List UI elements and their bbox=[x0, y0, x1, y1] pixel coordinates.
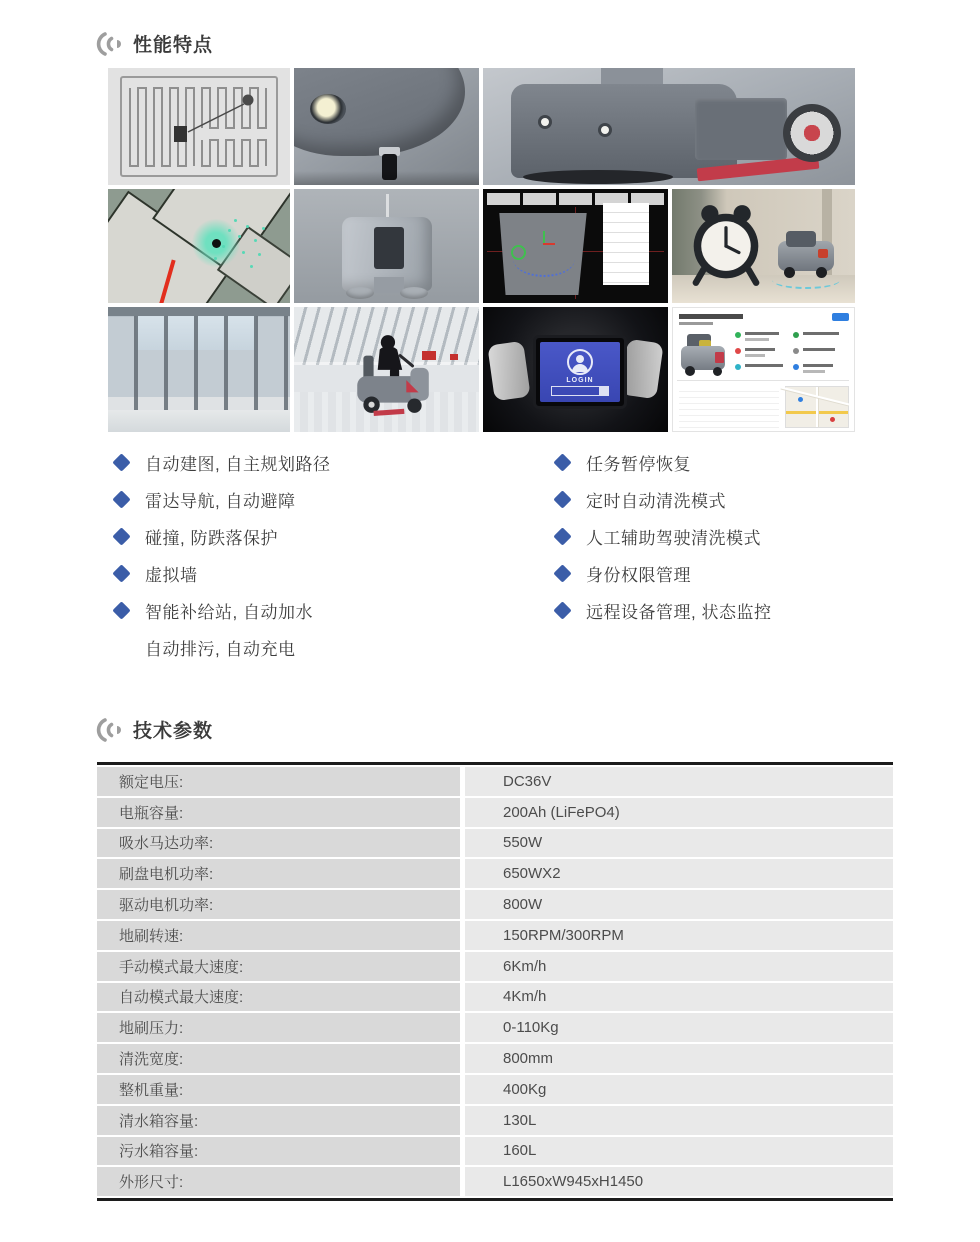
brush-shadow-shape bbox=[523, 170, 673, 184]
spec-label: 电瓶容量: bbox=[97, 798, 460, 827]
door-header-bar bbox=[108, 307, 290, 316]
login-screen bbox=[540, 342, 620, 402]
console-screen-bezel bbox=[533, 335, 627, 409]
machine-front-underside-image bbox=[294, 68, 479, 185]
diamond-bullet-icon bbox=[553, 564, 571, 582]
feature-text: 智能补给站, 自动加水 bbox=[145, 603, 313, 622]
feature-text: 自动建图, 自主规划路径 bbox=[145, 455, 331, 474]
floor-strip bbox=[108, 410, 290, 432]
app-subtitle-bar bbox=[679, 322, 713, 325]
table-row bbox=[97, 1137, 893, 1166]
app-blue-button bbox=[832, 313, 849, 321]
spec-label: 额定电压: bbox=[97, 767, 460, 796]
table-row bbox=[97, 952, 893, 981]
side-panel-shape bbox=[695, 98, 787, 160]
alarm-clock-icon bbox=[688, 203, 764, 287]
spec-value: 800mm bbox=[465, 1044, 893, 1073]
spec-value: 550W bbox=[465, 829, 893, 858]
spec-label: 驱动电机功率: bbox=[97, 890, 460, 919]
spec-value: 0-110Kg bbox=[465, 1013, 893, 1042]
machine-wheel bbox=[816, 267, 827, 278]
spec-label: 污水箱容量: bbox=[97, 1137, 460, 1166]
table-row bbox=[97, 1075, 893, 1104]
table-row bbox=[97, 798, 893, 827]
spec-value: 150RPM/300RPM bbox=[465, 921, 893, 950]
path-planning-diagram-image bbox=[108, 68, 290, 185]
robot-position-dot bbox=[212, 239, 221, 248]
software-tab bbox=[523, 193, 556, 205]
handlebar-left bbox=[487, 341, 530, 401]
status-dot-red bbox=[735, 348, 741, 354]
specs-section-header bbox=[95, 716, 213, 743]
feature-item bbox=[554, 518, 954, 555]
signal-icon bbox=[95, 31, 123, 57]
axis-marker-red bbox=[543, 243, 555, 245]
status-text-bar bbox=[803, 332, 839, 335]
feature-text: 虚拟墙 bbox=[145, 566, 198, 585]
login-label: LOGIN bbox=[566, 376, 594, 384]
status-text-bar bbox=[745, 338, 769, 341]
specs-title: 技术参数 bbox=[133, 721, 214, 742]
spec-label: 吸水马达功率: bbox=[97, 829, 460, 858]
thumb-wheel bbox=[685, 366, 695, 376]
feature-item bbox=[113, 444, 533, 481]
feature-item bbox=[113, 481, 533, 518]
axis-marker-green bbox=[543, 231, 545, 243]
feature-item bbox=[554, 555, 954, 592]
machine-rear-image bbox=[483, 68, 855, 185]
supply-station-image bbox=[294, 189, 479, 303]
app-title-bar bbox=[679, 314, 743, 319]
table-row bbox=[97, 921, 893, 950]
spec-label: 外形尺寸: bbox=[97, 1167, 460, 1196]
feature-text: 定时自动清洗模式 bbox=[586, 492, 726, 511]
scrubber-machine-shape bbox=[778, 231, 834, 277]
software-tab bbox=[559, 193, 592, 205]
status-text-bar bbox=[745, 354, 765, 357]
feature-list-right bbox=[554, 444, 954, 629]
machine-wheel bbox=[784, 267, 795, 278]
map-pin-red bbox=[830, 417, 835, 422]
table-row bbox=[97, 1106, 893, 1135]
feature-item bbox=[554, 444, 954, 481]
diamond-bullet-icon bbox=[112, 564, 130, 582]
feature-text: 身份权限管理 bbox=[586, 566, 691, 585]
feature-item bbox=[554, 592, 954, 629]
diamond-bullet-icon bbox=[112, 490, 130, 508]
scheduled-cleaning-image bbox=[672, 189, 855, 303]
feature-item-continuation bbox=[113, 629, 533, 666]
diamond-bullet-icon bbox=[112, 601, 130, 619]
status-dot-green bbox=[793, 332, 799, 338]
machine-red-accent bbox=[818, 249, 828, 258]
rear-wheel-shape bbox=[783, 104, 841, 162]
rider-operating-image bbox=[294, 307, 479, 432]
spec-value: 200Ah (LiFePO4) bbox=[465, 798, 893, 827]
signal-icon bbox=[95, 717, 123, 743]
feature-item bbox=[113, 518, 533, 555]
spec-label: 清洗宽度: bbox=[97, 1044, 460, 1073]
machine-seat bbox=[786, 231, 816, 247]
spec-value: DC36V bbox=[465, 767, 893, 796]
status-text-bar bbox=[803, 364, 833, 367]
user-avatar-icon bbox=[567, 349, 593, 375]
spec-value: 160L bbox=[465, 1137, 893, 1166]
spec-label: 地刷压力: bbox=[97, 1013, 460, 1042]
diamond-bullet-icon bbox=[553, 453, 571, 471]
feature-text: 远程设备管理, 状态监控 bbox=[586, 603, 772, 622]
status-dot-gray bbox=[793, 348, 799, 354]
diamond-bullet-icon bbox=[553, 490, 571, 508]
console-login-image bbox=[483, 307, 668, 432]
table-row bbox=[97, 859, 893, 888]
spec-value: 6Km/h bbox=[465, 952, 893, 981]
table-row bbox=[97, 1044, 893, 1073]
table-row bbox=[97, 1167, 893, 1196]
floor-shadow bbox=[294, 171, 479, 185]
table-row bbox=[97, 983, 893, 1012]
headlight-shape bbox=[310, 94, 346, 124]
spec-value: 800W bbox=[465, 890, 893, 919]
parameter-list bbox=[679, 386, 779, 428]
feature-text: 任务暂停恢复 bbox=[586, 455, 691, 474]
spec-value: L1650xW945xH1450 bbox=[465, 1167, 893, 1196]
map-road bbox=[816, 387, 818, 427]
feature-text: 碰撞, 防跌落保护 bbox=[145, 529, 278, 548]
features-title: 性能特点 bbox=[133, 35, 214, 56]
feature-item bbox=[554, 481, 954, 518]
machine-thumbnail bbox=[679, 330, 729, 376]
serpentine-path-art bbox=[108, 68, 290, 185]
feature-text: 自动排污, 自动充电 bbox=[145, 640, 296, 659]
status-text-bar bbox=[745, 332, 779, 335]
station-foot bbox=[400, 287, 428, 299]
glass-doors-image bbox=[108, 307, 290, 432]
spec-label: 自动模式最大速度: bbox=[97, 983, 460, 1012]
location-map bbox=[785, 386, 849, 428]
status-dot-teal bbox=[735, 364, 741, 370]
thumb-wheel bbox=[713, 367, 722, 376]
spec-label: 刷盘电机功率: bbox=[97, 859, 460, 888]
table-row bbox=[97, 890, 893, 919]
diamond-bullet-icon bbox=[553, 601, 571, 619]
table-row bbox=[97, 829, 893, 858]
software-tab bbox=[487, 193, 520, 205]
map-road bbox=[781, 387, 849, 406]
status-text-bar bbox=[745, 364, 783, 367]
status-dot-green bbox=[735, 332, 741, 338]
app-divider bbox=[677, 380, 849, 381]
red-banner bbox=[450, 354, 458, 360]
rear-light-left bbox=[541, 118, 549, 126]
product-image-gallery bbox=[108, 68, 855, 430]
spec-value: 650WX2 bbox=[465, 859, 893, 888]
remote-app-dashboard-image bbox=[672, 307, 855, 432]
spec-label: 整机重量: bbox=[97, 1075, 460, 1104]
spec-value: 4Km/h bbox=[465, 983, 893, 1012]
spec-label: 地刷转速: bbox=[97, 921, 460, 950]
feature-text: 雷达导航, 自动避障 bbox=[145, 492, 296, 511]
target-circle bbox=[511, 245, 526, 260]
spec-value: 400Kg bbox=[465, 1075, 893, 1104]
login-input bbox=[551, 386, 609, 396]
status-dot-blue bbox=[793, 364, 799, 370]
station-screen-shape bbox=[374, 227, 404, 269]
status-text-bar bbox=[803, 348, 835, 351]
table-row bbox=[97, 1013, 893, 1042]
spec-value: 130L bbox=[465, 1106, 893, 1135]
lidar-scatter-dots bbox=[228, 229, 231, 232]
diamond-bullet-icon bbox=[112, 453, 130, 471]
diamond-bullet-icon bbox=[112, 527, 130, 545]
map-pin-blue bbox=[798, 397, 803, 402]
feature-text: 人工辅助驾驶清洗模式 bbox=[586, 529, 761, 548]
table-row bbox=[97, 767, 893, 796]
feature-item bbox=[113, 555, 533, 592]
feature-item bbox=[113, 592, 533, 629]
signal-arc bbox=[772, 271, 840, 289]
rider-machine-art bbox=[340, 327, 444, 419]
station-foot bbox=[346, 287, 374, 299]
status-text-bar bbox=[803, 370, 825, 373]
navigation-software-image bbox=[483, 189, 668, 303]
spec-label: 清水箱容量: bbox=[97, 1106, 460, 1135]
lidar-slam-map-image bbox=[108, 189, 290, 303]
diamond-bullet-icon bbox=[553, 527, 571, 545]
status-grid bbox=[735, 330, 851, 378]
software-side-menu bbox=[603, 203, 649, 285]
features-section-header bbox=[95, 30, 213, 57]
rear-light-right bbox=[601, 126, 609, 134]
thumb-red-accent bbox=[715, 352, 724, 363]
spec-table bbox=[97, 762, 893, 1201]
spec-label: 手动模式最大速度: bbox=[97, 952, 460, 981]
status-text-bar bbox=[745, 348, 775, 351]
feature-list-left bbox=[113, 444, 533, 666]
